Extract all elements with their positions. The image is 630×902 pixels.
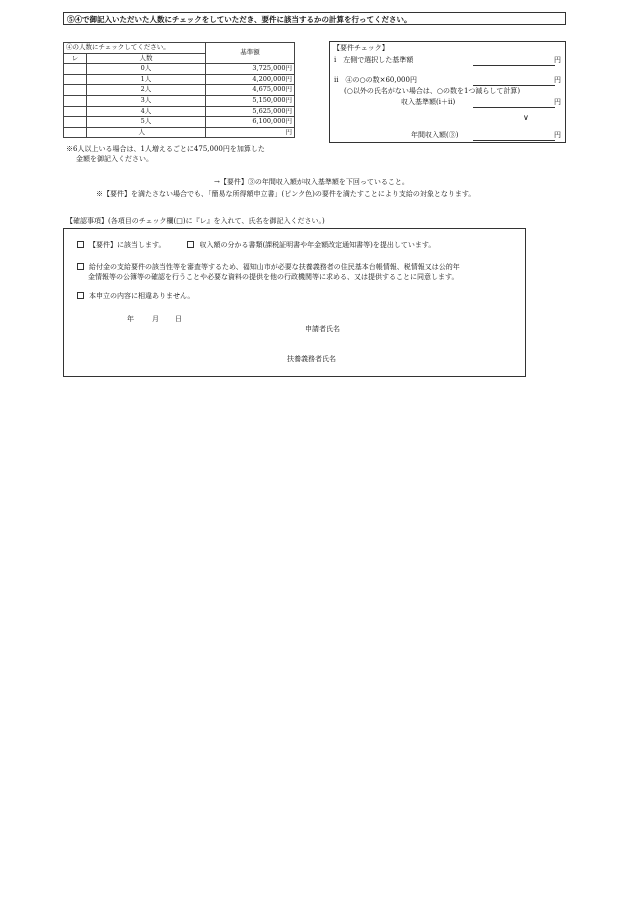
date-day-label: 日 [175,315,182,323]
column-header-check: レ [64,53,87,64]
requirement-item-2: ii ④の○の数×60,000円 [334,76,417,84]
confirm-item-3: 本申立の内容に相違ありません。 [89,292,195,300]
people-cell: 0人 [87,64,206,75]
people-cell: 2人 [87,85,206,96]
people-cell: 4人 [87,106,206,117]
checkbox-consent[interactable] [77,263,84,270]
table-row [64,117,295,128]
check-cell[interactable] [64,64,87,75]
requirements-title: 【要件チェック】 [333,44,389,52]
check-cell[interactable] [64,127,87,138]
date-month-label: 月 [152,315,159,323]
checkbox-income-document[interactable] [187,241,194,248]
check-cell[interactable] [64,95,87,106]
yen-label-4: 円 [554,131,561,139]
item1-input-line[interactable] [473,65,555,66]
income-standard-input-line[interactable] [473,107,555,108]
table-row [64,74,295,85]
confirmation-box [63,228,526,377]
applicant-name-label: 申請者氏名 [305,325,340,333]
confirm-item-1b: 収入額の分かる書類(課税証明書や年金額改定通知書等)を提出しています。 [199,241,436,249]
requirement-arrow-note: →【要件】③の年間収入額が収入基準額を下回っていること。 [214,178,409,186]
confirm-row-3 [77,292,194,300]
check-cell[interactable] [64,117,87,128]
yen-label-3: 円 [554,98,561,106]
amount-cell: 4,200,000円 [206,74,295,85]
requirements-check-box [329,41,566,143]
date-year-label: 年 [127,315,134,323]
check-cell[interactable] [64,85,87,96]
table-note-line1: ※6人以上いる場合は、1人増えるごとに475,000円を加算した [66,145,265,153]
amount-cell: 5,150,000円 [206,95,295,106]
item2-input-line[interactable] [473,85,555,86]
requirement-star-note: ※【要件】を満たさない場合でも、「簡易な所得額申立書」(ピンク色)の要件を満たすことにより支給の対象となります。 [96,190,476,198]
amount-input-cell[interactable]: 円 [206,127,295,138]
amount-cell: 4,675,000円 [206,85,295,96]
yen-label-2: 円 [554,76,561,84]
people-cell: 1人 [87,74,206,85]
check-cell[interactable] [64,74,87,85]
annual-income-label: 年間収入額(③) [411,131,459,139]
confirm-heading: 【確認事項】(各項目のチェック欄(□)に『レ』を入れて、氏名を御記入ください。) [66,217,325,225]
confirm-row-1 [77,241,435,249]
table-row [64,95,295,106]
people-cell: 3人 [87,95,206,106]
checkbox-declaration[interactable] [77,292,84,299]
confirm-item-1a: 【要件】に該当します。 [89,241,166,249]
amount-cell: 6,100,000円 [206,117,295,128]
table-title: ④の人数にチェックしてください。 [64,43,206,54]
confirm-row-2 [77,263,460,271]
compare-sign: ∨ [523,113,529,122]
base-amount-table [63,42,295,138]
table-row [64,85,295,96]
supporter-name-label: 扶養義務者氏名 [287,355,336,363]
income-standard-label: 収入基準額(i＋ii) [401,98,456,106]
yen-label-1: 円 [554,56,561,64]
table-note-line2: 金額を御記入ください。 [76,155,153,163]
table-row [64,127,295,138]
confirm-item-2-line2: 金情報等の公簿等の確認を行うことや必要な資料の提供を他の行政機関等に求める、又は提供することに同意します。 [88,273,459,281]
requirement-item-2-note: (○以外の氏名がない場合は、○の数を1つ減らして計算) [344,87,521,95]
people-cell: 5人 [87,117,206,128]
amount-cell: 5,625,000円 [206,106,295,117]
people-input-cell[interactable]: 人 [87,127,206,138]
annual-income-input-line[interactable] [473,140,555,141]
table-row [64,64,295,75]
column-header-people: 人数 [87,53,206,64]
check-cell[interactable] [64,106,87,117]
amount-cell: 3,725,000円 [206,64,295,75]
table-row [64,106,295,117]
checkbox-requirement[interactable] [77,241,84,248]
confirm-item-2-line1: 給付金の支給要件の該当性等を審査等するため、福知山市が必要な扶養義務者の住民基本台帳情報、税情報又は公的年 [89,263,460,271]
requirement-item-1: i 左側で選択した基準額 [334,56,414,64]
column-header-amount: 基準額 [206,43,295,64]
instruction-header: ⑤④で御記入いただいた人数にチェックをしていただき、要件に該当するかの計算を行ってください。 [63,12,566,25]
